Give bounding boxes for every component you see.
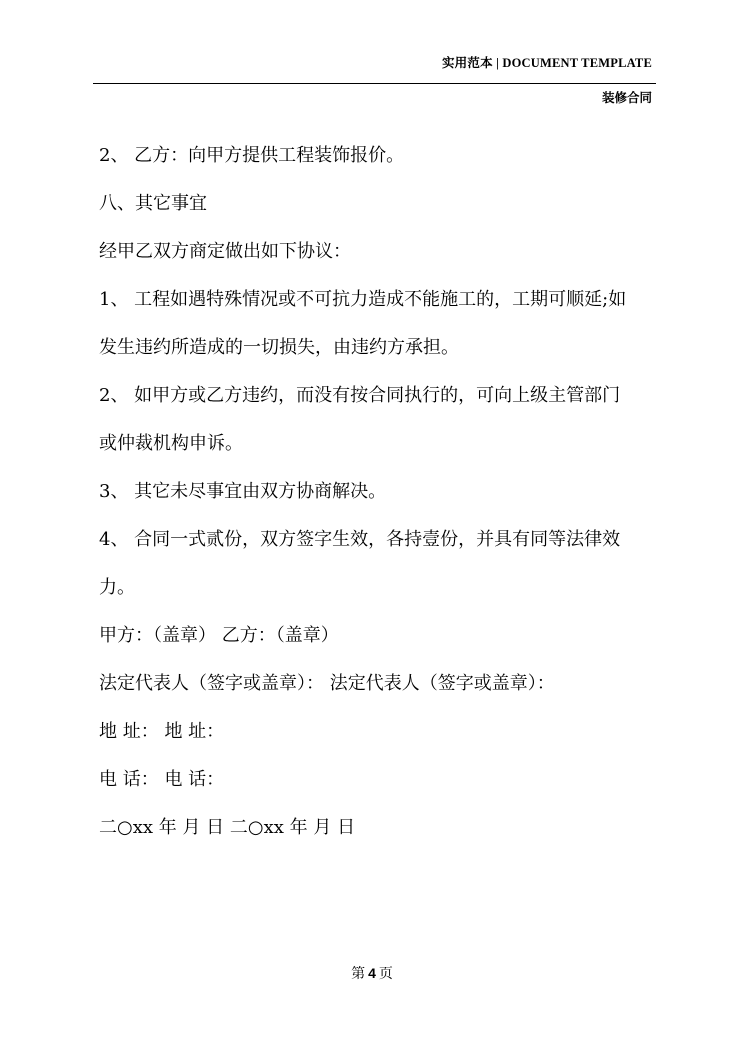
clause-force-majeure-line2: 发生违约所造成的一切损失，由违约方承担。 bbox=[99, 337, 459, 358]
agreement-intro: 经甲乙双方商定做出如下协议： bbox=[99, 241, 351, 262]
clause-force-majeure-line1: 1、 工程如遇特殊情况或不可抗力造成不能施工的，工期可顺延;如 bbox=[99, 289, 627, 310]
clause-other-matters: 3、 其它未尽事宜由双方协商解决。 bbox=[99, 481, 387, 502]
phone-line: 电 话： 电 话： bbox=[99, 769, 225, 790]
signature-seal-line: 甲方：（盖章） 乙方：（盖章） bbox=[99, 625, 339, 646]
section-heading-other-matters: 八、其它事宜 bbox=[99, 193, 207, 214]
page-prefix: 第 bbox=[351, 966, 366, 982]
page-footer bbox=[0, 963, 744, 983]
header-title: 实用范本 | DOCUMENT TEMPLATE bbox=[441, 56, 652, 70]
clause-party-b-quote: 2、 乙方：向甲方提供工程装饰报价。 bbox=[99, 145, 405, 166]
legal-representative-line: 法定代表人（签字或盖章）： 法定代表人（签字或盖章）： bbox=[99, 673, 555, 694]
page-suffix: 页 bbox=[378, 966, 393, 982]
clause-breach-line2: 或仲裁机构申诉。 bbox=[99, 433, 243, 454]
header-divider bbox=[93, 83, 656, 84]
address-line: 地 址： 地 址： bbox=[99, 721, 225, 742]
clause-breach-line1: 2、 如甲方或乙方违约，而没有按合同执行的，可向上级主管部门 bbox=[99, 385, 621, 406]
clause-copies-line2: 力。 bbox=[99, 577, 135, 598]
document-body bbox=[99, 143, 659, 841]
header-subtitle: 装修合同 bbox=[601, 91, 652, 105]
page-number: 4 bbox=[368, 965, 376, 981]
clause-copies-line1: 4、 合同一式贰份，双方签字生效，各持壹份，并具有同等法律效 bbox=[99, 529, 621, 550]
date-line: 二○xx 年 月 日 二○xx 年 月 日 bbox=[99, 817, 356, 838]
